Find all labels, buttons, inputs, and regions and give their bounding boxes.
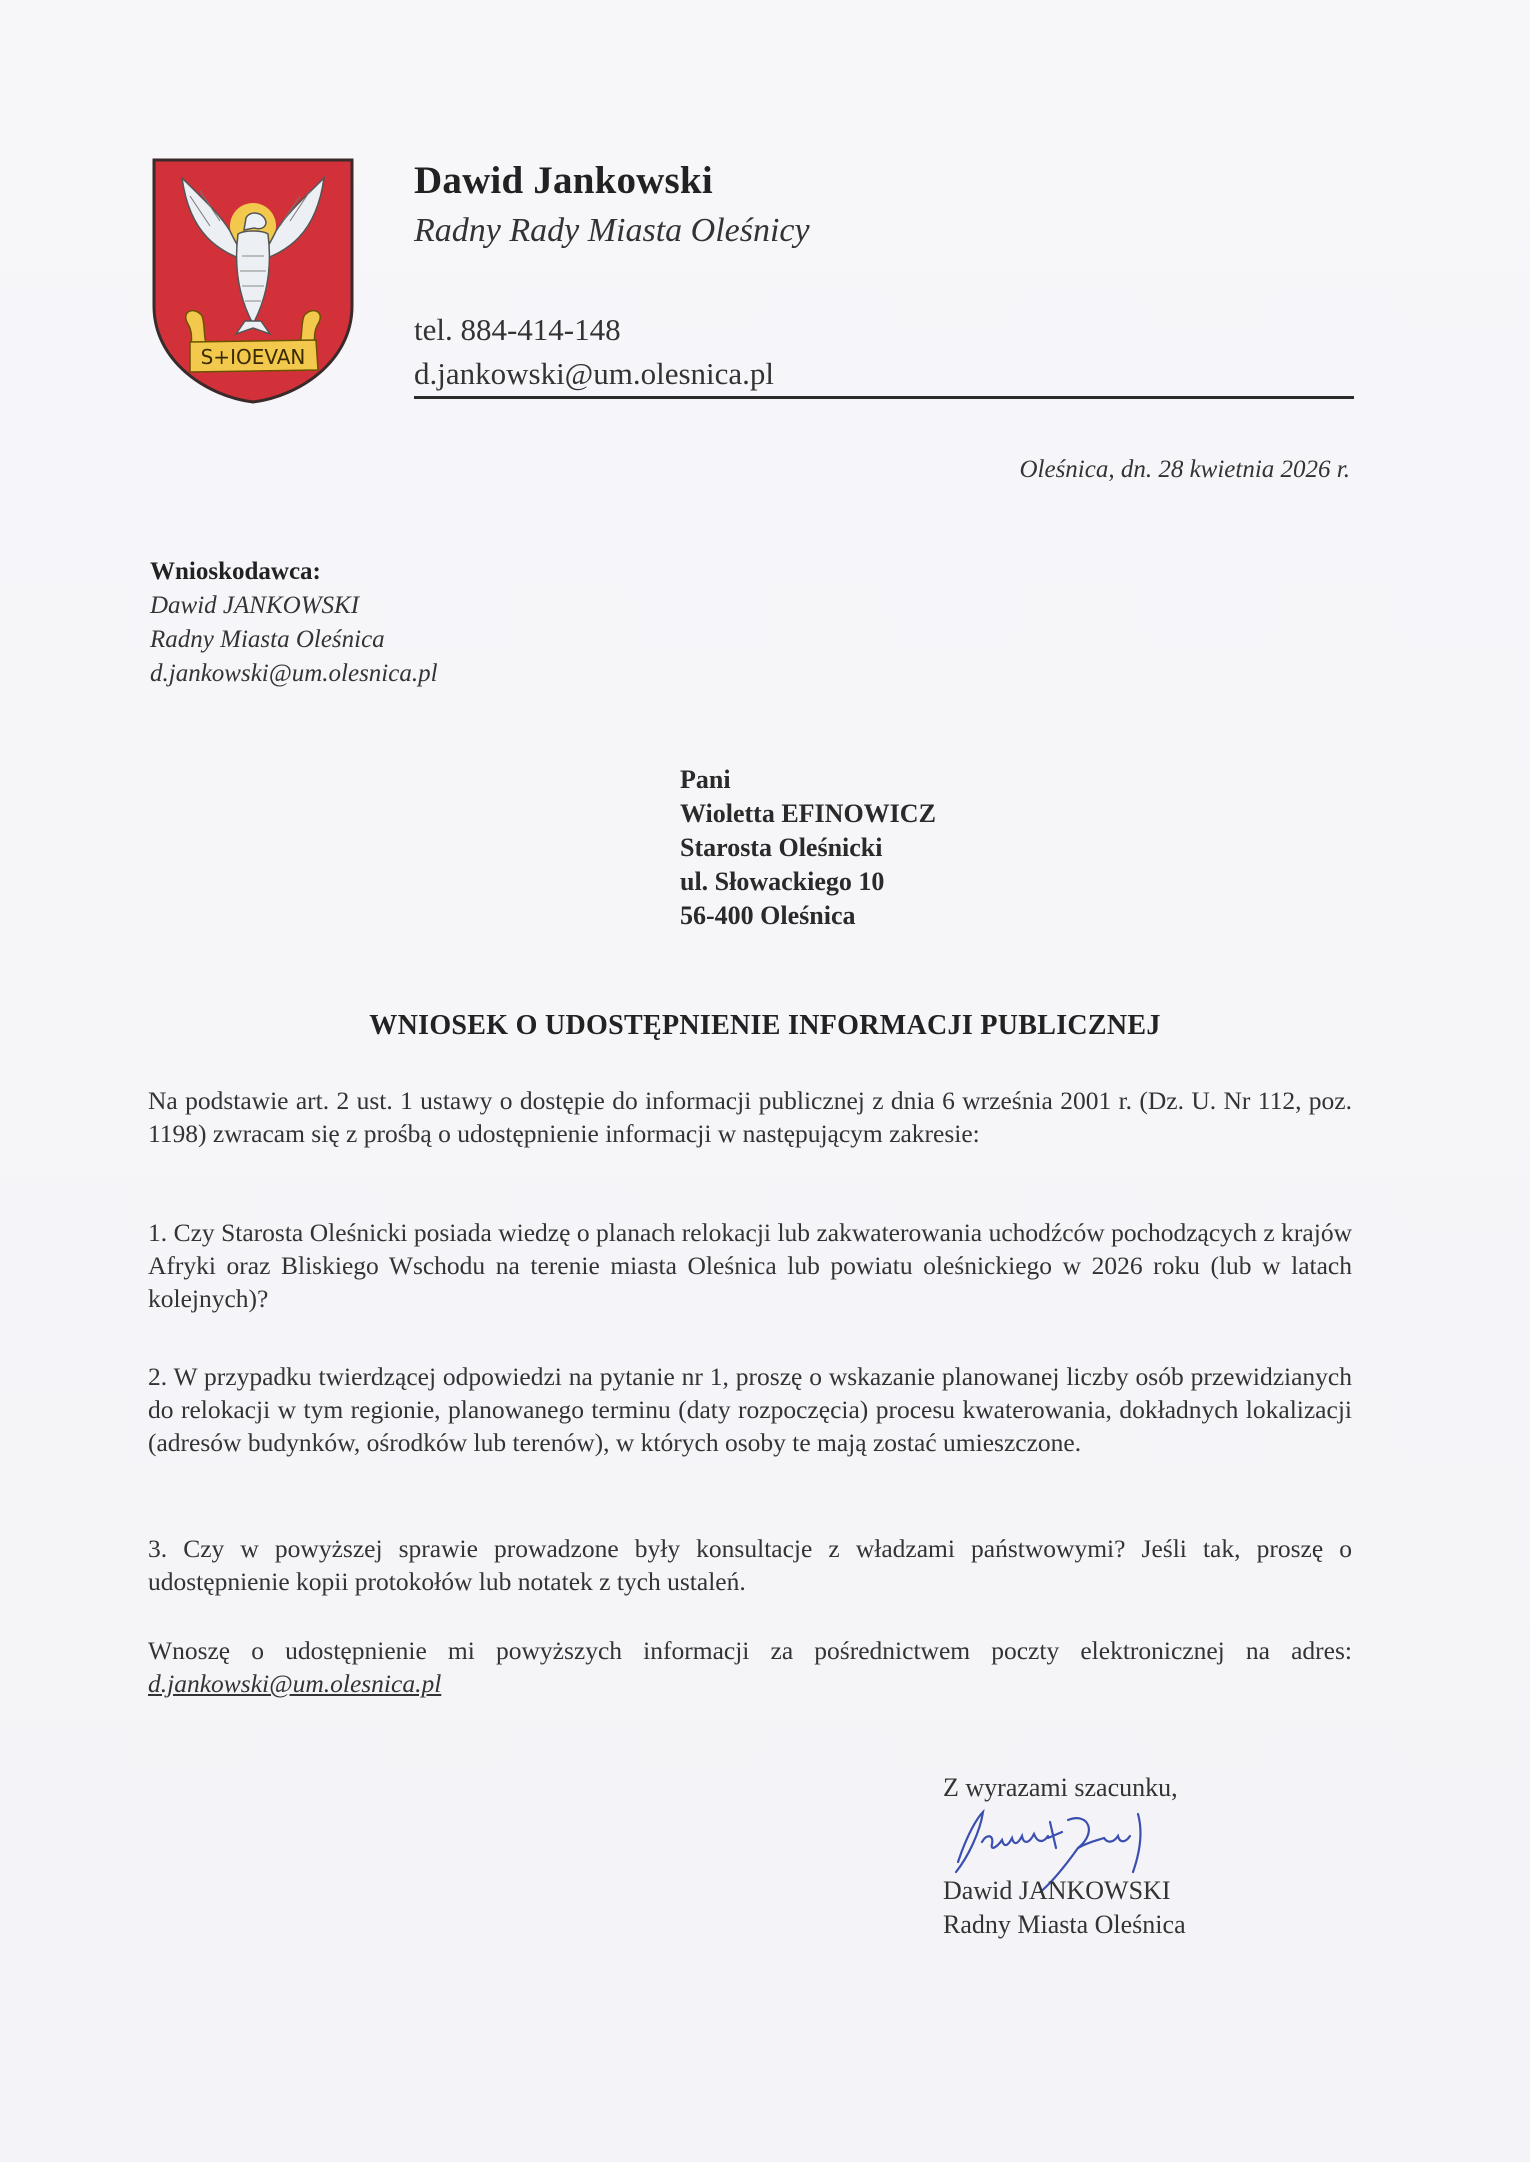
letterhead-phone: tel. 884-414-148 bbox=[414, 312, 621, 347]
letterhead-divider bbox=[414, 396, 1354, 399]
question-2: 2. W przypadku twierdzącej odpowiedzi na pytanie nr 1, proszę o wskazanie planowanej liczby osób przewidzianych do relokacji w tym regionie, planowanego terminu (daty rozpoczęcia) procesu kwaterowania, dokładnych lokalizacji (adresów budynków, ośrodków lub terenów), w których osoby te mają zostać umieszczone. bbox=[148, 1362, 1352, 1457]
intro-paragraph: Na podstawie art. 2 ust. 1 ustawy o dostępie do informacji publicznej z dnia 6 września 2001 r. (Dz. U. Nr 112, poz. 1198) zwracam się z prośbą o udostępnienie informacji w następującym zakresie: bbox=[148, 1086, 1352, 1148]
applicant-email: d.jankowski@um.olesnica.pl bbox=[150, 660, 438, 687]
request-paragraph bbox=[148, 1634, 1352, 1700]
request-email-link[interactable]: d.jankowski@um.olesnica.pl bbox=[148, 1669, 442, 1698]
crest-motto: S+IOEVAN bbox=[200, 345, 306, 369]
applicant-name: Dawid JANKOWSKI bbox=[150, 592, 360, 619]
applicant-label: Wnioskodawca: bbox=[150, 558, 321, 585]
applicant-role: Radny Miasta Oleśnica bbox=[150, 626, 385, 653]
recipient-street: ul. Słowackiego 10 bbox=[680, 867, 885, 896]
letterhead-role: Radny Rady Miasta Oleśnicy bbox=[414, 212, 810, 249]
recipient-name: Wioletta EFINOWICZ bbox=[680, 799, 936, 828]
recipient-city: 56-400 Oleśnica bbox=[680, 901, 856, 930]
coat-of-arms-eagle-icon bbox=[150, 156, 356, 406]
closing-line: Z wyrazami szacunku, bbox=[943, 1773, 1178, 1802]
recipient-salutation: Pani bbox=[680, 765, 731, 794]
request-text: Wnoszę o udostępnienie mi powyższych informacji za pośrednictwem poczty elektronicznej na adres: bbox=[148, 1636, 1352, 1665]
document-title: WNIOSEK O UDOSTĘPNIENIE INFORMACJI PUBLICZNEJ bbox=[369, 1010, 1161, 1041]
date-line: Oleśnica, dn. 28 kwietnia 2026 r. bbox=[1019, 456, 1350, 483]
recipient-block bbox=[680, 763, 936, 933]
letterhead-email: d.jankowski@um.olesnica.pl bbox=[414, 356, 775, 391]
question-3: 3. Czy w powyższej sprawie prowadzone były konsultacje z władzami państwowymi? Jeśli tak, proszę o udostępnienie kopii protokołów lub notatek z tych ustaleń. bbox=[148, 1534, 1352, 1596]
question-1: 1. Czy Starosta Oleśnicki posiada wiedzę o planach relokacji lub zakwaterowania uchodźców pochodzących z krajów Afryki oraz Bliskiego Wschodu na terenie miasta Oleśnica lub powiatu oleśnickiego w 2026 roku (lub w latach kolejnych)? bbox=[148, 1218, 1352, 1313]
applicant-block bbox=[150, 555, 438, 691]
recipient-office: Starosta Oleśnicki bbox=[680, 833, 883, 862]
signatory-name: Dawid JANKOWSKI bbox=[943, 1876, 1171, 1905]
signatory-role: Radny Miasta Oleśnica bbox=[943, 1910, 1186, 1939]
letterhead-name: Dawid Jankowski bbox=[414, 159, 713, 202]
